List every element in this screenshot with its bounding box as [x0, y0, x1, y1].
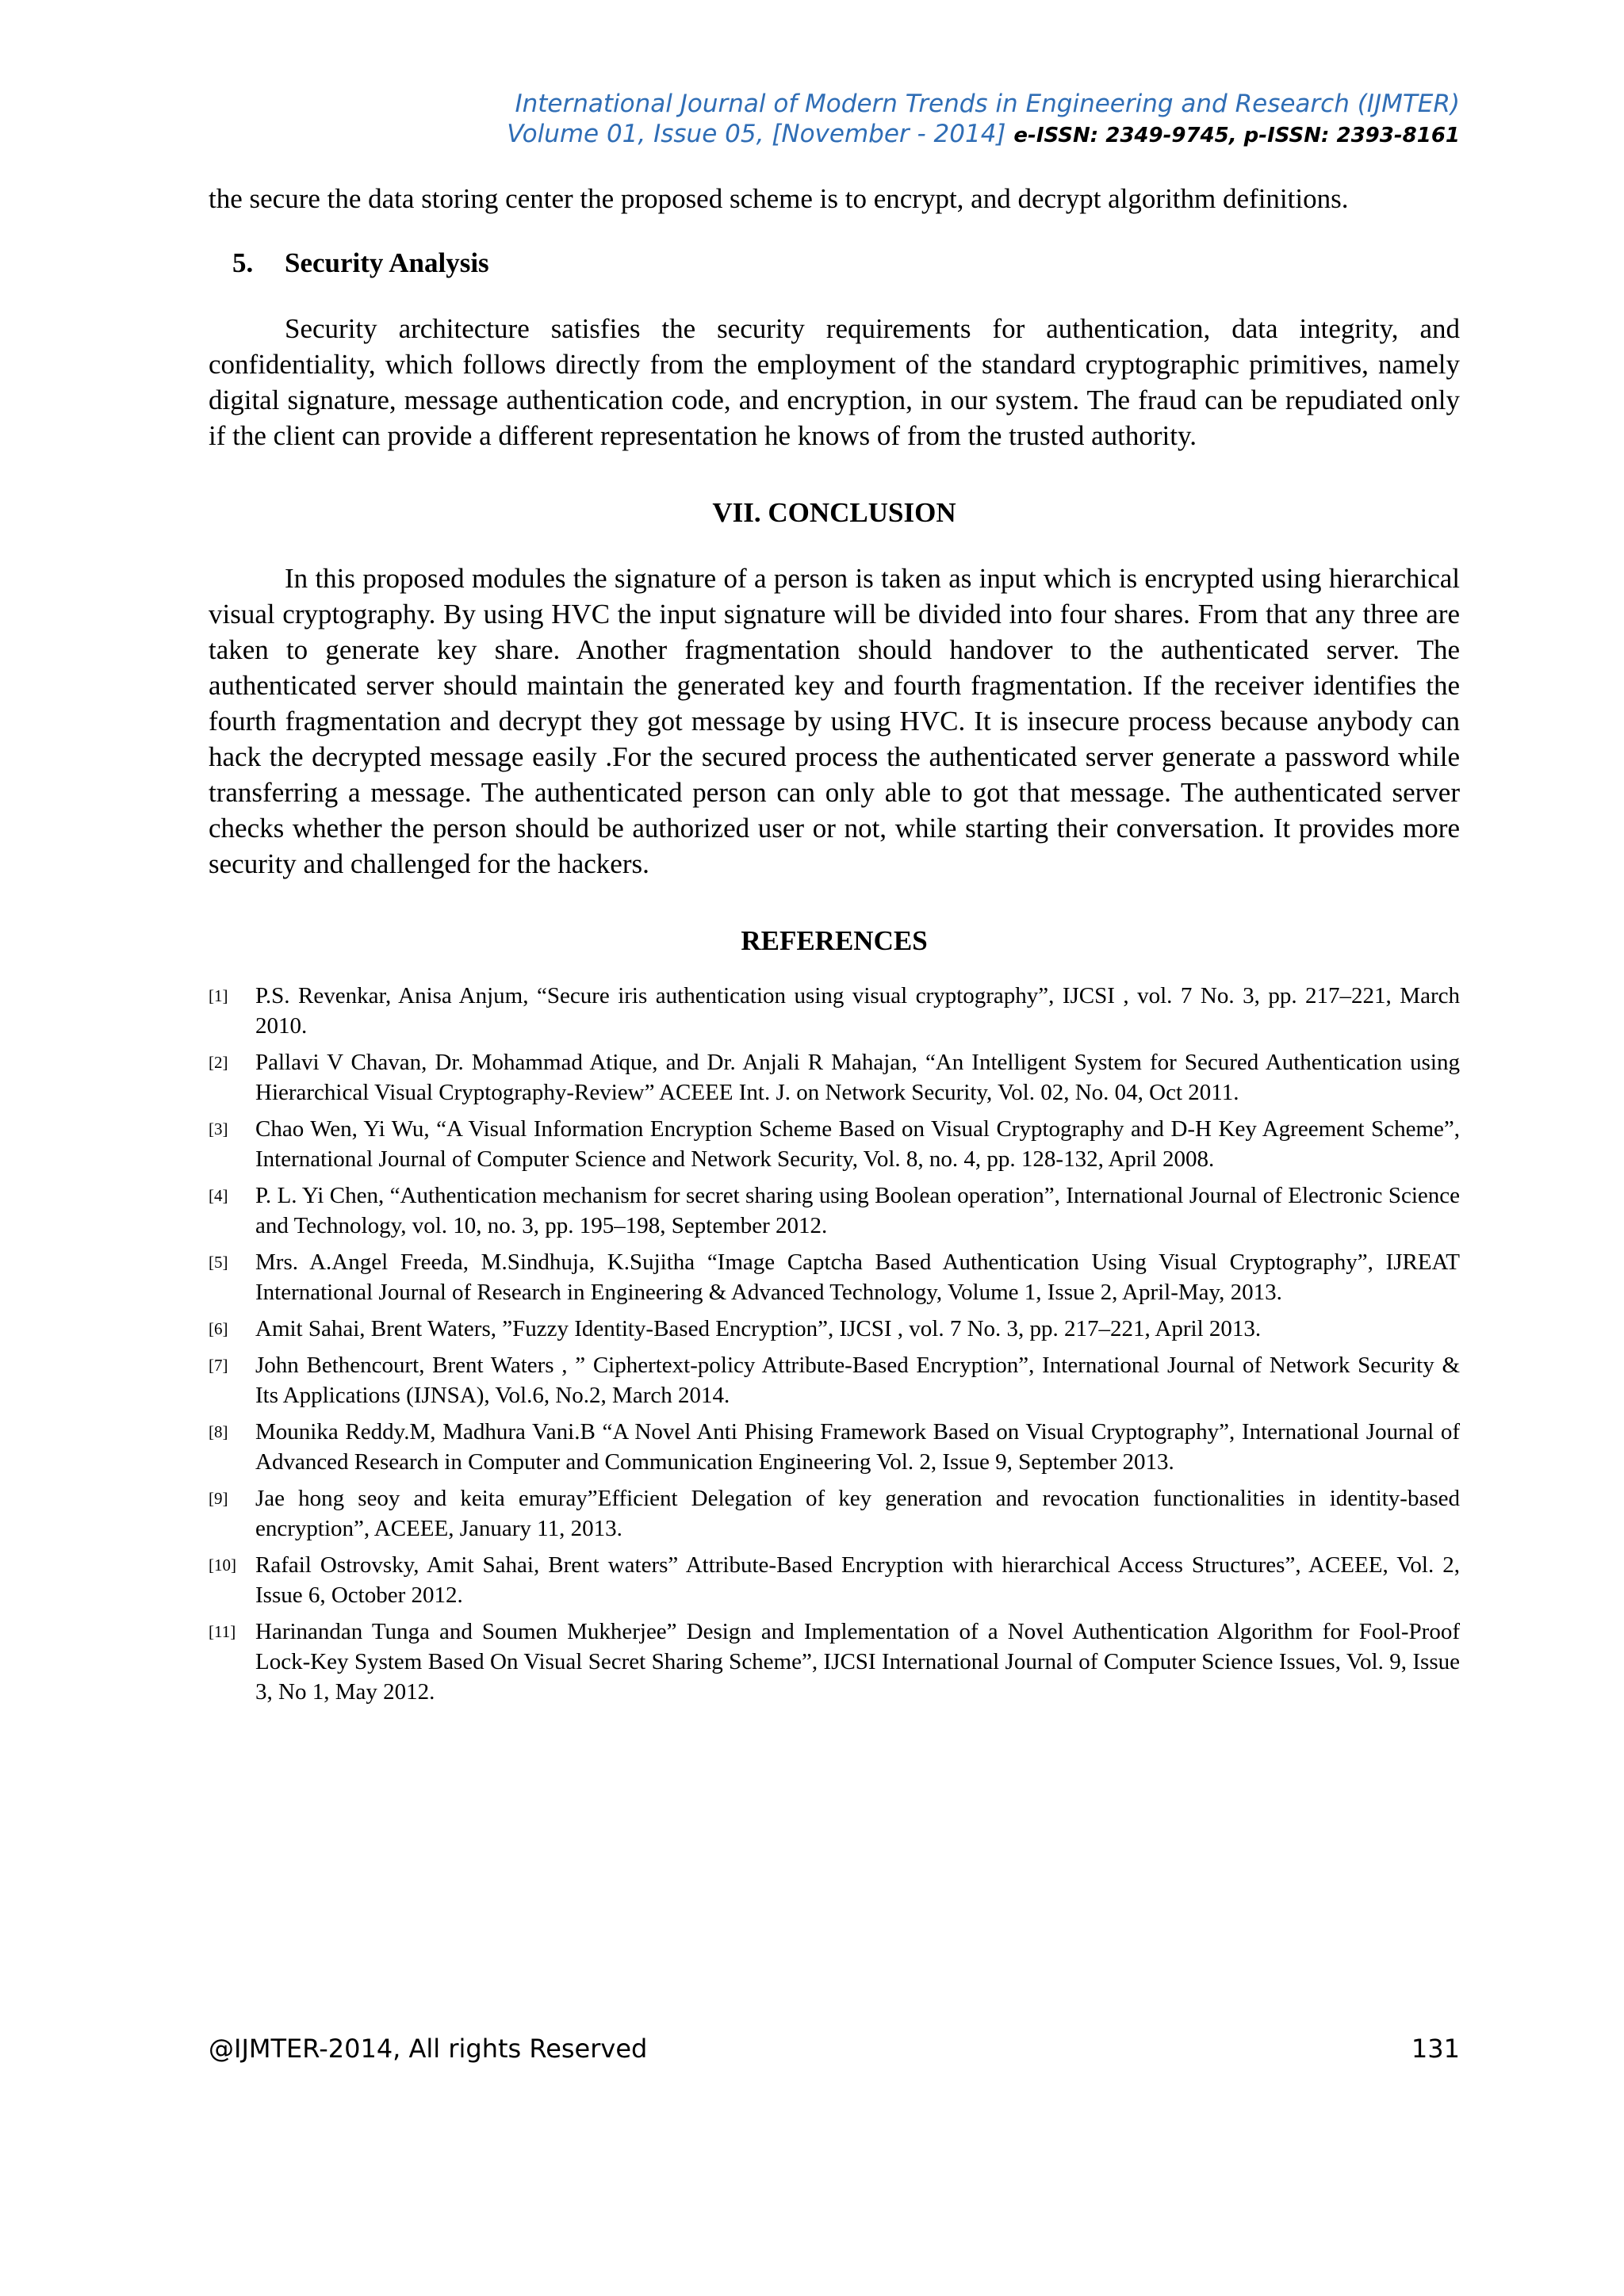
- reference-item: [209, 1350, 1460, 1410]
- copyright-text: @IJMTER-2014, All rights Reserved: [209, 2034, 648, 2064]
- reference-text: P. L. Yi Chen, “Authentication mechanism for secret sharing using Boolean operation”, International Journal of Electronic Science and Technology, vol. 10, no. 3, pp. 195–198, September 2012.: [255, 1183, 1460, 1238]
- reference-number: [8]: [209, 1422, 228, 1441]
- journal-volume: Volume 01, Issue 05, [November - 2014]: [507, 120, 1006, 148]
- reference-item: [209, 1314, 1460, 1344]
- reference-item: [209, 1181, 1460, 1241]
- reference-text: Mounika Reddy.M, Madhura Vani.B “A Novel Anti Phising Framework Based on Visual Cryptography”, International Journal of Advanced Research in Computer and Communication Engineering Vol. 2, Issue 9, September 2013.: [255, 1419, 1460, 1475]
- reference-number: [11]: [209, 1622, 236, 1641]
- journal-volume-line: [206, 119, 1460, 151]
- reference-item: [209, 1417, 1460, 1477]
- page-content: [209, 181, 1460, 1713]
- conclusion-heading: VII. CONCLUSION: [712, 497, 956, 528]
- journal-header: [206, 89, 1460, 151]
- journal-issn: e-ISSN: 2349-9745, p-ISSN: 2393-8161: [1013, 124, 1460, 147]
- reference-item: [209, 1114, 1460, 1174]
- reference-number: [6]: [209, 1319, 228, 1338]
- reference-text: Jae hong seoy and keita emuray”Efficient Delegation of key generation and revocation functionalities in identity-based encryption”, ACEEE, January 11, 2013.: [255, 1486, 1460, 1541]
- conclusion-paragraph: In this proposed modules the signature of a person is taken as input which is encrypted using hierarchical visual cryptography. By using HVC the input signature will be divided into four shares. From that any three are taken to generate key share. Another fragmentation should handover to the authenticated server. The authenticated server should maintain the generated key and fourth fragmentation. If the receiver identifies the fourth fragmentation and decrypt they got message by using HVC. It is insecure process because anybody can hack the decrypted message easily .For the secured process the authenticated server generate a password while transferring a message. The authenticated person can only able to got that message. The authenticated server checks whether the person should be authorized user or not, while starting their conversation. It provides more security and challenged for the hackers.: [209, 563, 1460, 879]
- page-number: 131: [1411, 2034, 1460, 2064]
- journal-title: International Journal of Modern Trends in Engineering and Research (IJMTER): [515, 90, 1460, 118]
- reference-number: [9]: [209, 1489, 228, 1508]
- reference-text: Rafail Ostrovsky, Amit Sahai, Brent waters” Attribute-Based Encryption with hierarchical Access Structures”, ACEEE, Vol. 2, Issue 6, October 2012.: [255, 1552, 1460, 1608]
- reference-text: Mrs. A.Angel Freeda, M.Sindhuja, K.Sujitha “Image Captcha Based Authentication Using Visual Cryptography”, IJREAT International Journal of Research in Engineering & Advanced Technology, Volume 1, Issue 2, April-May, 2013.: [255, 1249, 1460, 1305]
- section-number: 5.: [232, 247, 254, 278]
- reference-item: [209, 1047, 1460, 1108]
- intro-paragraph: the secure the data storing center the proposed scheme is to encrypt, and decrypt algorithm definitions.: [209, 183, 1349, 214]
- security-analysis-paragraph: Security architecture satisfies the security requirements for authentication, data integrity, and confidentiality, which follows directly from the employment of the standard cryptographic primitives, namely digital signature, message authentication code, and encryption, in our system. The fraud can be repudiated only if the client can provide a different representation he knows of from the trusted authority.: [209, 313, 1460, 451]
- reference-text: Amit Sahai, Brent Waters, ”Fuzzy Identity-Based Encryption”, IJCSI , vol. 7 No. 3, pp. 217–221, April 2013.: [255, 1316, 1262, 1341]
- reference-item: [209, 1247, 1460, 1307]
- reference-item: [209, 1550, 1460, 1610]
- reference-number: [4]: [209, 1186, 228, 1205]
- page-footer: [209, 2034, 1460, 2064]
- reference-number: [5]: [209, 1253, 228, 1272]
- reference-item: [209, 981, 1460, 1041]
- reference-text: John Bethencourt, Brent Waters , ” Ciphertext-policy Attribute-Based Encryption”, International Journal of Network Security & Its Applications (IJNSA), Vol.6, No.2, March 2014.: [255, 1353, 1460, 1408]
- reference-item: [209, 1483, 1460, 1544]
- reference-text: Harinandan Tunga and Soumen Mukherjee” Design and Implementation of a Novel Authentication Algorithm for Fool-Proof Lock-Key System Based On Visual Secret Sharing Scheme”, IJCSI International Journal of Computer Science Issues, Vol. 9, Issue 3, No 1, May 2012.: [255, 1619, 1460, 1705]
- reference-number: [7]: [209, 1356, 228, 1375]
- reference-text: Pallavi V Chavan, Dr. Mohammad Atique, and Dr. Anjali R Mahajan, “An Intelligent System for Secured Authentication using Hierarchical Visual Cryptography-Review” ACEEE Int. J. on Network Security, Vol. 02, No. 04, Oct 2011.: [255, 1050, 1460, 1105]
- reference-text: P.S. Revenkar, Anisa Anjum, “Secure iris authentication using visual cryptography”, IJCSI , vol. 7 No. 3, pp. 217–221, March 2010.: [255, 983, 1460, 1039]
- references-list: [209, 981, 1460, 1707]
- reference-number: [2]: [209, 1053, 228, 1072]
- reference-number: [10]: [209, 1556, 236, 1575]
- reference-text: Chao Wen, Yi Wu, “A Visual Information Encryption Scheme Based on Visual Cryptography and D-H Key Agreement Scheme”, International Journal of Computer Science and Network Security, Vol. 8, no. 4, pp. 128-132, April 2008.: [255, 1116, 1460, 1172]
- reference-number: [3]: [209, 1119, 228, 1138]
- reference-item: [209, 1617, 1460, 1707]
- reference-number: [1]: [209, 986, 228, 1005]
- references-heading: REFERENCES: [741, 925, 928, 956]
- section-title: Security Analysis: [285, 247, 489, 278]
- section-heading: [232, 245, 1460, 281]
